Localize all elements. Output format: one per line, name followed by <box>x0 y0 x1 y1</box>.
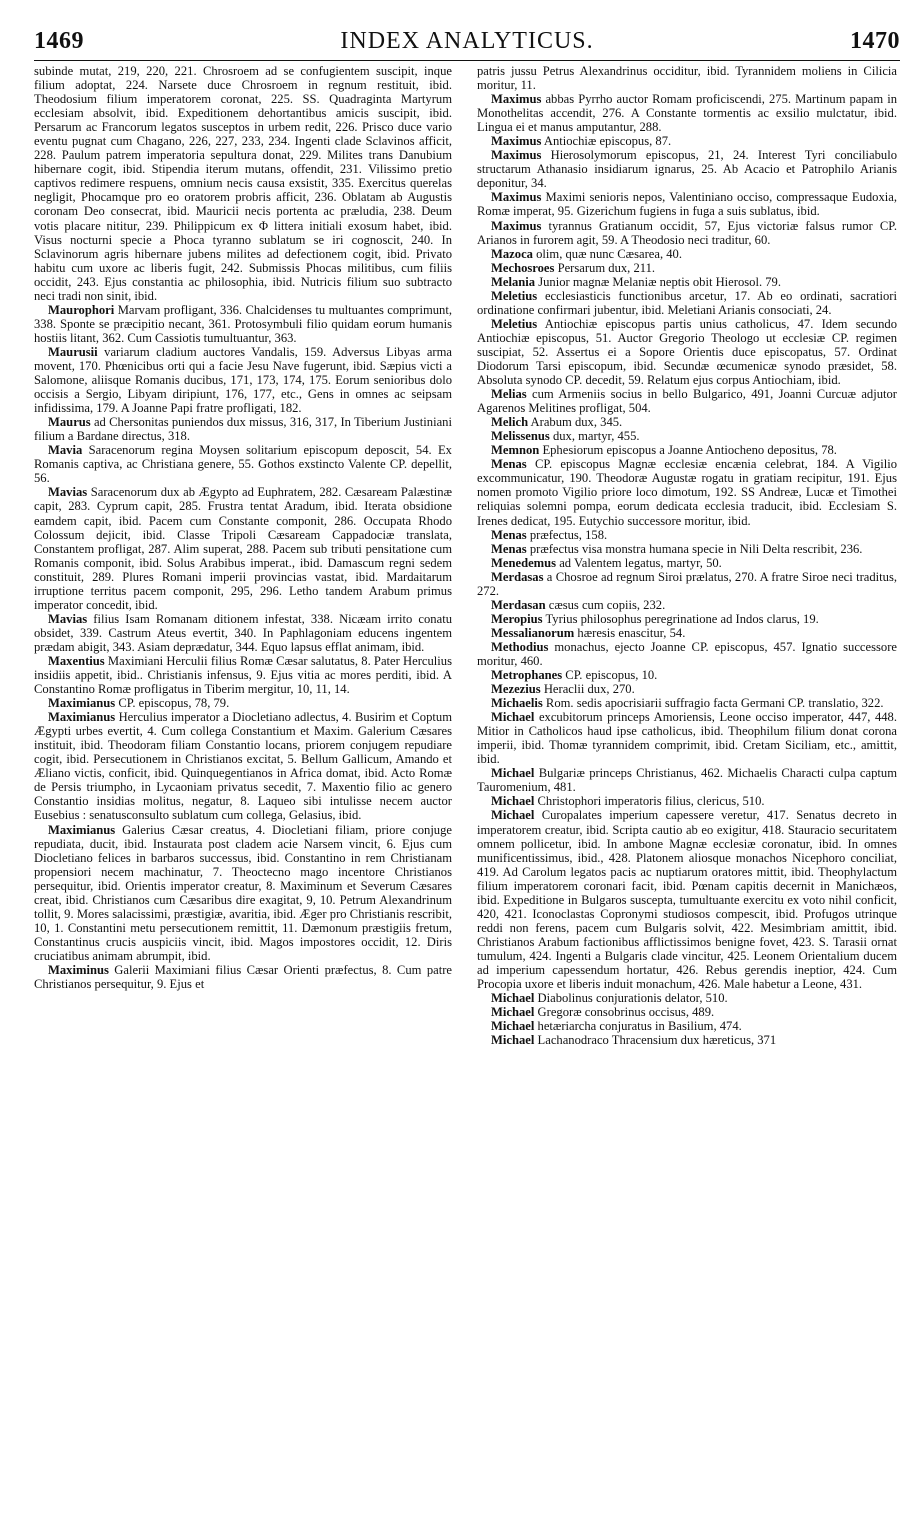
index-entry <box>34 612 452 654</box>
index-entry <box>477 289 897 317</box>
index-entry <box>477 92 897 134</box>
entry-text: Lachanodraco Thracensium dux hæreticus, 371 <box>537 1033 777 1048</box>
entry-text: a Chosroe ad regnum Siroi prælatus, 270. A fratre Siroe neci traditus, 272. <box>477 569 897 598</box>
entry-headword: Meropius <box>491 611 543 626</box>
entry-headword: Messalianorum <box>491 625 575 640</box>
entry-headword: Melich <box>491 415 529 430</box>
entry-text: Antiochiæ episcopus, 87. <box>543 134 672 149</box>
left-column <box>34 64 452 1524</box>
index-entry <box>34 415 452 443</box>
index-entry <box>477 148 897 190</box>
entry-text: hetæriarcha conjuratus in Basilium, 474. <box>537 1019 742 1034</box>
entry-headword: Melissenus <box>491 429 550 444</box>
entry-text: CP. episcopus, 78, 79. <box>118 696 230 711</box>
entry-text: Maximiani Herculii filius Romæ Cæsar salutatus, 8. Pater Herculius insidiis appetit, ibid.. Christianis infensus, 9. Ejus vitia ac mores perditi, ibid. A Constantino Romæ profligatus in Tiberim mergitur, 10, 11, 14. <box>34 653 452 697</box>
entry-text: ad Chersonitas puniendos dux missus, 316, 317, In Tiberium Justiniani filium a Bardane directus, 318. <box>34 415 452 444</box>
entry-headword: Maximus <box>491 92 542 107</box>
index-entry <box>34 823 452 963</box>
entry-text: Hierosolymorum episcopus, 21, 24. Interest Tyri conciliabulo structarum Athanasio insidiarum ignarus, 25. Ab Acacio et Patrophilo Arianis deponitur, 34. <box>477 148 897 191</box>
entry-headword: Methodius <box>491 639 549 654</box>
index-entry <box>477 612 897 626</box>
index-entry <box>477 682 897 696</box>
entry-text: Bulgariæ princeps Christianus, 462. Michaelis Characti culpa captum Tauromenium, 481. <box>477 766 897 795</box>
index-entry <box>477 219 897 247</box>
entry-text: Gregoræ consobrinus occisus, 489. <box>537 1005 715 1020</box>
index-entry <box>477 64 897 92</box>
entry-headword: Menedemus <box>491 555 557 570</box>
entry-headword: Maximus <box>491 218 542 233</box>
entry-text: Marvam profligant, 336. Chalcidenses tu multuantes comprimunt, 338. Sponte se præcipitio necant, 361. Protosymbuli filio quidam eorum humanis hostiis litant, 362. Cum Cassiotis tumultuantur, 363. <box>34 302 452 345</box>
index-entry <box>34 710 452 822</box>
index-entry <box>477 1005 897 1019</box>
entry-headword: Mazoca <box>491 246 533 261</box>
entry-text: subinde mutat, 219, 220, 221. Chrosroem ad se confugientem suscipit, inque filium adoptat, 224. Narsete duce Chrosroem in regnum restituit, ibid. Theodosium filium imperatorem coronat, 225. SS. Quadraginta Martyrum ecclesiam absolvit, ibid. Expeditionem dehortantibus amicis suscipit, ibid. Persarum ac Francorum legatos susceptos in urbem redit, 226. Prisco duce vario eventu pugnat cum Chagano, 226, 227, 233, 234. Ingenti clade Sclavinos afficit, 228. Paulum patrem imperatoria sepultura donat, 229. Milites trans Danubium hibernare cogit, ibid. Stipendia iterum mutans, offendit, 231. Vilissimo pretio captivos redimere respuens, omnium necis causa exsistit, 335. Exercitus querelas negligit, Phocamque pro eo oratorem probris afficit, 236. Oblatam ab Augustis coronam Deo consecrat, ibid. Mauricii necis portenta ac præludia, 238. Deum votis placare nititur, 239. Philippicum ex Φ littera initiali exosum habet, ibid. Visus nocturni specie a Phoca tyranno sublatum se iri cognoscit, 240. In Sclavinorum agris hibernare jubens milites ad defectionem cogit, ibid. Privato habitu cum uxore ac liberis fugit, 242. Submissis Phocas militibus, cum filiis occidit, 243. Ejus constantia ac philosophia, ibid. Nutricis filium suo subtracto neci tradi non sinit, ibid. <box>34 64 452 303</box>
right-column <box>477 64 897 1524</box>
index-entry <box>477 457 897 527</box>
entry-headword: Michael <box>491 808 535 823</box>
entry-headword: Maxentius <box>48 653 105 668</box>
running-title: INDEX ANALYTICUS. <box>340 28 594 54</box>
entry-headword: Maurusii <box>48 344 98 359</box>
entry-text: Persarum dux, 211. <box>557 260 656 275</box>
entry-text: Arabum dux, 345. <box>530 415 623 430</box>
entry-headword: Michael <box>491 1019 535 1034</box>
entry-text: dux, martyr, 455. <box>552 429 640 444</box>
index-entry <box>477 528 897 542</box>
index-entry <box>477 598 897 612</box>
index-entry <box>477 275 897 289</box>
entry-text: olim, quæ nunc Cæsarea, 40. <box>536 246 682 261</box>
index-entry <box>34 485 452 611</box>
index-entry <box>477 261 897 275</box>
index-entry <box>477 1033 897 1047</box>
index-entry <box>477 766 897 794</box>
index-entry <box>477 134 897 148</box>
index-entry <box>477 668 897 682</box>
index-entry <box>477 247 897 261</box>
entry-headword: Michael <box>491 991 535 1006</box>
index-entry <box>477 190 897 218</box>
entry-headword: Merdasan <box>491 597 546 612</box>
entry-text: abbas Pyrrho auctor Romam proficiscendi, 275. Martinum papam in Monothelitas accendit, 276. A Constante tormentis ac exsilio mulctatur, ibid. Lingua ei et manus amputantur, 288. <box>477 92 897 135</box>
entry-text: Antiochiæ episcopus partis unius catholicus, 47. Idem secundo Antiochiæ episcopus, 51. Auctor Gregorio Theologo ut ecclesiæ CP. regimen suscipiat, 52. Assertus ei a Sopore Orientis duce episcopatus, 57. Ordinat Diodorum Tarsi episcopum, ibid. Secundæ œcumenicæ synodo præsidet, 58. Absoluta synodo CP. decedit, 59. Relatum ejus corpus Antiochiam, ibid. <box>477 316 897 388</box>
entry-text: Galerii Maximiani filius Cæsar Orienti præfectus, 8. Cum patre Christianos persequitur, 9. Ejus et <box>34 963 452 992</box>
entry-text: excubitorum princeps Amoriensis, Leone occiso imperator, 447, 448. Mitior in Catholicos haud ipse catholicus, ibid. Theophilum filium donat corona imperii, ibid. Thomæ tyrannidem comprimit, ibid. Cretam Siciliam, etc., amittit, ibid. <box>477 710 897 767</box>
index-entry <box>477 570 897 598</box>
entry-headword: Michael <box>491 794 535 809</box>
index-entry <box>34 963 452 991</box>
index-entry <box>477 626 897 640</box>
entry-headword: Maximianus <box>48 696 116 711</box>
entry-text: ad Valentem legatus, martyr, 50. <box>559 555 722 570</box>
index-entry <box>34 64 452 303</box>
entry-text: hæresis enascitur, 54. <box>577 625 686 640</box>
index-entry <box>477 794 897 808</box>
entry-headword: Merdasas <box>491 569 544 584</box>
entry-text: CP. episcopus, 10. <box>565 668 658 683</box>
index-entry <box>477 991 897 1005</box>
index-entry <box>477 429 897 443</box>
entry-text: præfectus, 158. <box>529 527 608 542</box>
index-entry <box>477 317 897 387</box>
entry-text: tyrannus Gratianum occidit, 57, Ejus victoriæ falsus rumor CP. Arianos in furorem agit, 59. A Theodosio neci traditur, 60. <box>477 218 897 247</box>
entry-text: Heraclii dux, 270. <box>543 682 635 697</box>
entry-headword: Maurus <box>48 415 91 430</box>
index-entry <box>34 303 452 345</box>
entry-text: cum Armeniis socius in bello Bulgarico, 491, Joanni Curcuæ adjutor Agarenos Melitines profligat, 504. <box>477 387 897 416</box>
index-entry <box>34 654 452 696</box>
entry-text: filius Isam Romanam ditionem infestat, 338. Nicæam irrito conatu obsidet, 339. Castrum Ateus evertit, 340. In Paphlagoniam educens ingentem prædam abigit, 343. Asiam deprædatur, 344. Equo lapsus efflat animam, ibid. <box>34 611 452 654</box>
entry-text: Maximi senioris nepos, Valentiniano occiso, compressaque Eudoxia, Romæ imperat, 95. Gizerichum fugiens in fuga a suis sublatus, ibid. <box>477 190 897 219</box>
entry-text: Diabolinus conjurationis delator, 510. <box>537 991 728 1006</box>
entry-headword: Metrophanes <box>491 668 563 683</box>
entry-headword: Michaelis <box>491 696 543 711</box>
index-entry <box>477 387 897 415</box>
entry-headword: Meletius <box>491 288 538 303</box>
entry-headword: Mechosroes <box>491 260 555 275</box>
entry-text: Curopalates imperium capessere veretur, 417. Senatus decreto in imperatorem creatur, ibid. Scripta cautio ab eo exigitur, 418. Stauracio securitatem omnem pollicetur, ibid. In ambone Magnæ ecclesiæ coronatur, ibid. In omnes munificentissimus, ibid., 428. Platonem aliosque monachos Nicephoro conciliat, 419. Ad Carolum legatos pacis ac nuptiarum oratores mittit, ibid. Theophylactum filium imperatorem coronari facit, ibid. Pœnam capitis decernit in Manichæos, ibid. Expeditione in Bulgaros suscepta, tumultuante exercitu ex voto nihil conficit, 420, 421. Iconoclastas Copronymi studiosos compescit, ibid. Profugos utrinque reddi non ferens, pacem cum Bulgaris solvit, 422. Mesimbriam amittit, ibid. Christianos Arabum factionibus afflictissimos benigne fovet, 423. S. Tarasii ornat tumulum, 424. Ingenti a Bulgaris clade vincitur, 425. Leonem Orientalium ducem ad imperium capessendum hortatur, 426. Rebus gerendis ineptior, 424. Cum Procopia uxore et liberis induit monachum, 426. Male habetur a Leone, 431. <box>477 808 897 992</box>
entry-headword: Maximus <box>491 190 542 205</box>
index-entry <box>477 1019 897 1033</box>
entry-text: ecclesiasticis functionibus arcetur, 17. Ab eo ordinati, sacratiori ordinatione confirmari jubentur, ibid. Meletiani Arianis consociati, 24. <box>477 288 897 317</box>
index-entry <box>477 710 897 766</box>
entry-headword: Michael <box>491 710 535 725</box>
entry-headword: Michael <box>491 1005 535 1020</box>
index-entry <box>477 443 897 457</box>
entry-headword: Maximus <box>491 148 542 163</box>
entry-headword: Mezezius <box>491 682 541 697</box>
index-entry <box>34 443 452 485</box>
entry-headword: Menas <box>491 457 527 472</box>
entry-text: Ephesiorum episcopus a Joanne Antiocheno depositus, 78. <box>542 443 837 458</box>
index-entry <box>34 696 452 710</box>
entry-headword: Mavia <box>48 443 83 458</box>
index-entry <box>477 696 897 710</box>
page-header <box>34 26 900 61</box>
entry-text: Saracenorum dux ab Ægypto ad Euphratem, 282. Cæsaream Palæstinæ capit, 283. Cyprum capit, 285. Frustra tentat Aradum, ibid. Iterata obsidione eamdem capit, ibid. Pacem cum Constante componit, 286. Occupata Rhodo Colossum dejicit, ibid. Classe Tripoli Cæsaream Cappadociæ translata, Constantem profligat, 287. Alim superat, 288. Pacem sub tributi pensitatione cum Romanis componit, ibid. Solus Arabibus imperat., ibid. Damascum regni sedem constituit, 289. Plures Romani imperii provincias vastat, ibid. Mardaitarum irruptione territus pacem componit, 295, 296. Letho tandem Arabum primus imperator concedit, ibid. <box>34 485 452 612</box>
entry-headword: Michael <box>491 766 535 781</box>
page-number-left: 1469 <box>34 28 84 54</box>
index-entry <box>477 556 897 570</box>
index-entry <box>477 415 897 429</box>
entry-text: Saracenorum regina Moysen solitarium episcopum deposcit, 54. Ex Romanis captiva, ac Christiana genere, 55. Gothos exstincto Valente CP. depellit, 56. <box>34 443 452 486</box>
index-entry <box>477 542 897 556</box>
entry-text: cæsus cum copiis, 232. <box>548 597 666 612</box>
entry-headword: Maximinus <box>48 963 109 977</box>
entry-headword: Maurophori <box>48 302 115 317</box>
entry-headword: Mavias <box>48 611 88 626</box>
entry-headword: Menas <box>491 527 527 542</box>
entry-headword: Memnon <box>491 443 540 458</box>
index-entry <box>477 808 897 991</box>
entry-headword: Meletius <box>491 316 538 331</box>
entry-text: Rom. sedis apocrisiarii suffragio facta Germani CP. translatio, 322. <box>545 696 884 711</box>
entry-text: Herculius imperator a Diocletiano adlectus, 4. Busirim et Coptum Ægypti urbes evertit, 4. Cum collega Constantium et Maxim. Galerium Cæsares instituit, ibid. Theodoram filiam Constantio locans, priorem conjugem repudiare cogit, ibid. Persecutionem in Christianos excitat, 5. Bellum Gallicum, Amando et Æliano victis, conficit, ibid. Quinquegentianos in Africa domat, ibid. Acto Romæ de Persis triumpho, in Lycaoniam privatus secedit, 7. Maxentio filio ac genero Constantio insidias molitus, negatur, 8. Laqueo sibi intulisse necem auctor Eusebius : senatusconsulto sublatum cum collega, Gelasius, ibid. <box>34 710 452 823</box>
entry-text: Galerius Cæsar creatus, 4. Diocletiani filiam, priore conjuge repudiata, ducit, ibid. Instaurata post cladem acie Narsem vincit, 6. Ejus cum Diocletiano felices in barbaros successus, ibid. Constantino in rem Christianam propensiori necem machinatur, 7. Theoctecno mago incentore Christianos persequitur, ibid. Orientis imperator creatur, 8. Maximinum et Severum Cæsares creat, ibid. Christianos cum Cæsaribus dire exagitat, 9, 10. Petrum Alexandrinum tollit, 9. Mores salacissimi, præstigiæ, avaritia, ibid. Æger pro Christianis rescribit, 10, 1. Constantini metu persecutionem remittit, 11. Dæmonum præstigiis fretum, Constantinus crucis auspiciis vincit, ibid. Magos impostores occidit, 12. Diris cruciatibus animam abrumpit, ibid. <box>34 822 452 963</box>
entry-headword: Maximus <box>491 134 542 149</box>
index-entry <box>34 345 452 415</box>
entry-headword: Menas <box>491 541 527 556</box>
entry-headword: Mavias <box>48 485 88 500</box>
entry-text: Junior magnæ Melaniæ neptis obit Hierosol. 79. <box>538 274 781 289</box>
entry-headword: Melias <box>491 387 527 402</box>
entry-text: monachus, ejecto Joanne CP. episcopus, 457. Ignatio successore moritur, 460. <box>477 639 897 668</box>
entry-headword: Melania <box>491 274 536 289</box>
entry-text: patris jussu Petrus Alexandrinus occiditur, ibid. Tyrannidem moliens in Cilicia moritur, 11. <box>477 64 897 93</box>
entry-headword: Maximianus <box>48 822 116 837</box>
entry-text: variarum cladium auctores Vandalis, 159. Adversus Libyas arma movent, 170. Phœnicibus orti qui a facie Jesu Nave fugerunt, ibid. Sæpius victi a Salomone, aliisque Romanis ducibus, 171, 173, 174, 175. Eorum senioribus dolo occisis a Sergio, Libyam diripiunt, 176, 177, etc., Gens in omnes ac seipsam infidissima, 179. A Joanne Papi fratre profligati, 182. <box>34 344 452 416</box>
entry-headword: Maximianus <box>48 710 116 725</box>
entry-text: Christophori imperatoris filius, clericus, 510. <box>537 794 765 809</box>
index-entry <box>477 640 897 668</box>
entry-text: præfectus visa monstra humana specie in Nili Delta rescribit, 236. <box>529 541 863 556</box>
page-number-right: 1470 <box>850 28 900 54</box>
entry-text: Tyrius philosophus peregrinatione ad Indos clarus, 19. <box>545 611 819 626</box>
entry-text: CP. episcopus Magnæ ecclesiæ encænia celebrat, 184. A Vigilio excommunicatur, 190. Theodoræ Augustæ rogatu in gratiam recipitur, 191. Ejus nomen promoto Vigilio priore loco dimotum, 192. SS Andreæ, Lucæ et Timothei reliquias solemni pompa, eorum dedicata ecclesia traducit, ibid. Ecclesiam S. Irenes dedicat, 195. Eutychio successore moritur, ibid. <box>477 457 897 528</box>
entry-headword: Michael <box>491 1033 535 1048</box>
